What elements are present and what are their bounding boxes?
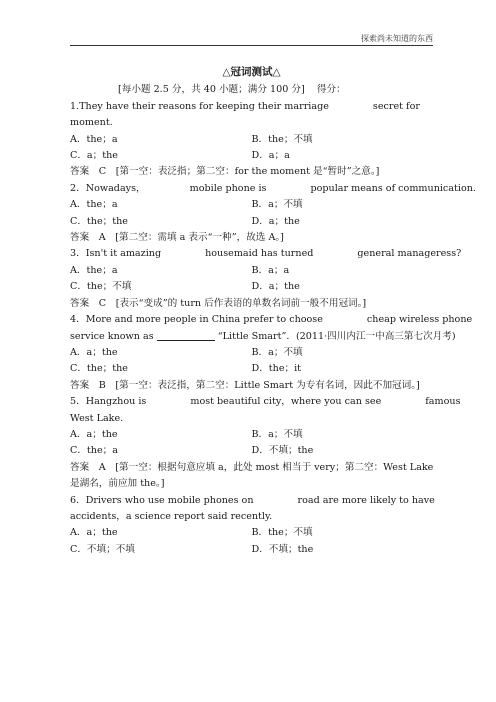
q1-stem-part3: moment. (70, 117, 113, 129)
q5-option-b: B．a；不填 (251, 428, 303, 440)
q3-answer: 答案 C [表示“变成”的 turn 后作表语的单数名词前一般不用冠词。] (70, 297, 367, 309)
page-header-text: 探索尚未知道的东西 (361, 34, 433, 43)
q4-option-d: D．the；it (251, 363, 302, 375)
q6-option-a: A．a；the (70, 527, 118, 539)
q6-stem-part2: road are more likely to have (297, 494, 435, 506)
q4-stem-part4: “Little Smart”．(2011·四川内江一中高三第七次月考) (217, 330, 456, 342)
q4-blank-underline (157, 330, 215, 341)
q2-option-c: C．the；the (70, 215, 128, 227)
question-6 (70, 493, 433, 559)
q2-option-b: B．a；不填 (251, 199, 303, 211)
q5-stem-part2: most beautiful city，where you can see (190, 396, 382, 408)
q2-stem-part1: 2．Nowadays， (70, 182, 146, 194)
q6-option-b: B．the；不填 (251, 527, 313, 539)
q3-option-a: A．the；a (70, 264, 118, 276)
q3-option-c: C．the；不填 (70, 281, 132, 293)
question-1 (70, 99, 433, 181)
q6-option-d: D．不填；the (251, 543, 314, 555)
q3-stem-part2: housemaid has turned (205, 248, 314, 260)
q5-stem-part3: famous (425, 396, 461, 408)
q4-option-a: A．a；the (70, 346, 118, 358)
q1-option-a: A．the；a (70, 133, 118, 145)
q4-option-c: C．the；the (70, 363, 128, 375)
scoring-line: [每小题 2.5 分，共 40 小题；满分 100 分] 得分： (118, 84, 346, 96)
q1-answer: 答案 C [第一空：表泛指；第二空：for the moment 是“暂时”之意。] (70, 166, 380, 178)
document-body (70, 64, 476, 558)
q1-option-c: C．a；the (70, 150, 118, 162)
question-2 (70, 181, 476, 247)
q3-option-b: B．a；a (251, 264, 290, 276)
q5-answer-line2: 是湖名，前应加 the。] (70, 478, 165, 490)
q1-stem-part2: secret for (372, 100, 420, 112)
q3-option-d: D．a；the (251, 281, 300, 293)
header-rule (70, 45, 433, 46)
q6-stem-part3: accidents，a science report said recently. (70, 510, 273, 522)
q1-option-d: D．a；a (251, 150, 290, 162)
q4-answer: 答案 B [第一空：表泛指，第二空：Little Smart 为专有名词，因此不加冠词。] (70, 379, 420, 391)
q3-stem-part3: general manageress? (357, 248, 462, 260)
q5-stem-part4: West Lake. (70, 412, 124, 424)
q4-option-b: B．a；不填 (251, 346, 303, 358)
q6-stem-part1: 6．Drivers who use mobile phones on (70, 494, 254, 506)
q5-option-c: C．the；a (70, 445, 118, 457)
q2-answer: 答案 A [第二空：需填 a 表示“一种”，故选 A。] (70, 232, 284, 244)
q5-answer-line1: 答案 A [第一空：根据句意应填 a，此处 most 相当于 very；第二空：West Lake (70, 461, 434, 473)
q5-stem-part1: 5．Hangzhou is (70, 396, 147, 408)
q2-option-d: D．a；the (251, 215, 300, 227)
q4-stem-part3: service known as (70, 330, 154, 342)
q6-option-c: C．不填；不填 (70, 543, 135, 555)
page-title: △冠词测试△ (222, 66, 281, 78)
q3-stem-part1: 3．Isn't it amazing (70, 248, 162, 260)
q4-stem-part2: cheap wireless phone (366, 314, 473, 326)
q4-stem-part1: 4．More and more people in China prefer to choose (70, 314, 323, 326)
question-5 (70, 394, 461, 492)
q5-option-a: A．a；the (70, 428, 118, 440)
q5-option-d: D．不填；the (251, 445, 314, 457)
q2-option-a: A．the；a (70, 199, 118, 211)
q2-stem-part3: popular means of communication. (310, 182, 476, 194)
q2-stem-part2: mobile phone is (189, 182, 267, 194)
question-3 (70, 246, 462, 312)
question-4 (70, 312, 473, 394)
q1-option-b: B．the；不填 (251, 133, 313, 145)
q1-stem-part1: 1.They have their reasons for keeping their marriage (70, 100, 329, 112)
